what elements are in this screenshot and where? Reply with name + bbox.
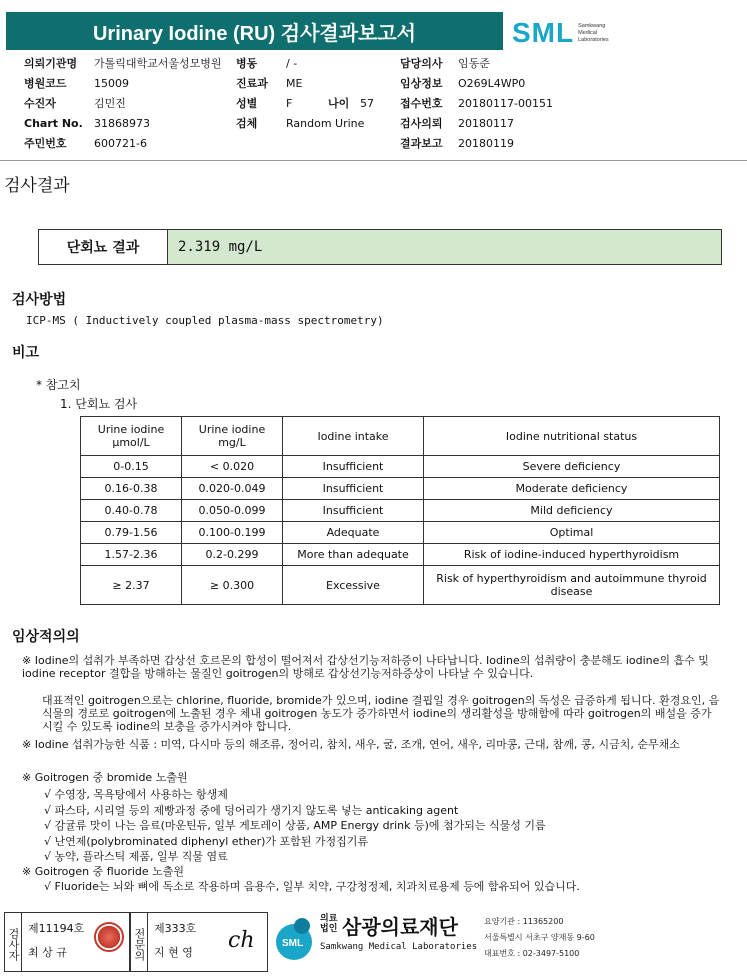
table-cell: More than adequate	[283, 544, 424, 566]
tester-license: 제11194호	[28, 922, 85, 935]
list-item: √ 수영장, 목욕탕에서 사용하는 항생제	[44, 788, 228, 801]
list-item: √ Fluoride는 뇌와 뼈에 독소로 작용하며 음용수, 일부 치약, 구강청정제, 치과치료용제 등에 함유되어 있습니다.	[44, 880, 580, 893]
table-cell: 0.79-1.56	[81, 522, 182, 544]
org-phone: 대표번호 : 02-3497-5100	[484, 949, 580, 958]
info-value: 임동준	[458, 57, 490, 70]
bromide-heading: ※ Goitrogen 중 bromide 노출원	[22, 771, 188, 784]
table-cell: Insufficient	[283, 478, 424, 500]
info-row	[236, 114, 396, 134]
table-cell: 0.16-0.38	[81, 478, 182, 500]
table-cell: Adequate	[283, 522, 424, 544]
table-cell: Mild deficiency	[424, 500, 720, 522]
age-label: 나이	[328, 97, 350, 110]
org-logo-icon	[272, 912, 316, 968]
info-value: ME	[286, 77, 303, 90]
info-value: Random Urine	[286, 117, 365, 130]
table-cell: ≥ 0.300	[182, 566, 283, 605]
org-prefix-2: 법인	[320, 924, 338, 934]
table-header: Urine iodine μmol/L	[81, 417, 182, 456]
doctor-license: 제333호	[154, 922, 197, 935]
info-row	[400, 94, 600, 114]
info-row	[400, 74, 600, 94]
info-value: F	[286, 97, 293, 110]
bromide-list	[44, 787, 724, 865]
info-value: 20180119	[458, 137, 514, 150]
table-cell: Insufficient	[283, 456, 424, 478]
remarks-heading: 비고	[12, 345, 40, 361]
info-value: 600721-6	[94, 137, 147, 150]
info-value: 15009	[94, 77, 129, 90]
method-text: ICP-MS ( Inductively coupled plasma-mass spectrometry)	[26, 314, 384, 327]
info-label: 임상정보	[400, 77, 443, 90]
table-cell: Insufficient	[283, 500, 424, 522]
info-age	[328, 94, 374, 114]
table-cell: ≥ 2.37	[81, 566, 182, 605]
age-value: 57	[360, 97, 374, 110]
method-heading: 검사방법	[12, 292, 67, 308]
table-cell: 0.2-0.299	[182, 544, 283, 566]
info-label: 담당의사	[400, 57, 443, 70]
table-cell: 1.57-2.36	[81, 544, 182, 566]
info-row	[400, 54, 600, 74]
table-header: Urine iodine mg/L	[182, 417, 283, 456]
result-value: 2.319 mg/L	[168, 230, 721, 264]
result-label: 단회뇨 결과	[39, 230, 168, 264]
info-value: 20180117	[458, 117, 514, 130]
sml-logo	[512, 16, 632, 50]
info-row	[400, 134, 600, 154]
fluoride-list	[44, 880, 724, 893]
info-value: O269L4WP0	[458, 77, 526, 90]
table-cell: Optimal	[424, 522, 720, 544]
tester-label: 검사자	[5, 913, 22, 971]
list-item: √ 감귤류 맛이 나는 음료(마운틴듀, 일부 게토레이 상품, AMP Energy drink 등)에 첨가되는 식물성 기름	[44, 819, 546, 832]
doctor-label: 전문의	[131, 913, 148, 971]
table-cell: Risk of iodine-induced hyperthyroidism	[424, 544, 720, 566]
table-row	[81, 456, 720, 478]
sml-logo-sub: Samkwang	[578, 22, 606, 29]
list-item: √ 난연제(polybrominated diphenyl ether)가 포함된 가정집기류	[44, 834, 369, 848]
org-logo-text: SML	[282, 938, 304, 949]
info-right	[400, 54, 600, 154]
info-label: 수진자	[24, 97, 56, 110]
table-row	[81, 544, 720, 566]
sml-logo-sub: Medical	[578, 29, 598, 36]
table-row	[81, 566, 720, 605]
clinical-p3: ※ Iodine 섭취가능한 식품 : 미역, 다시마 등의 해조류, 정어리, 참치, 새우, 굴, 조개, 연어, 새우, 리마콩, 근대, 참깨, 콩, 시금치, 순무채소	[22, 738, 680, 751]
info-row	[24, 134, 274, 154]
info-label: 진료과	[236, 77, 268, 90]
clinical-p2: 대표적인 goitrogen으로는 chlorine, fluoride, bromide가 있으며, iodine 결핍일 경우 goitrogen의 독성은 급증하게 됩니다. 환경요인, 음식물의 경로로 goitrogen에 노출된 경우 체내 goitrogen 농도가 증가하면서 iodine의 생리활성을 방해함에 따라 goitrogen의 배설을 증가시킬 수 있도록 iodine의 보충을 증가시켜야 합니다.	[42, 694, 720, 733]
info-label: Chart No.	[24, 117, 83, 130]
list-item: √ 농약, 플라스틱 제품, 일부 직물 염료	[44, 850, 228, 863]
table-cell: 0.020-0.049	[182, 478, 283, 500]
sml-logo-text: SML	[512, 17, 575, 48]
info-label: 결과보고	[400, 137, 443, 150]
result-box	[38, 229, 722, 265]
list-item: √ 파스타, 시리얼 등의 제빵과정 중에 덩어리가 생기지 않도록 넣는 anticaking agent	[44, 803, 459, 817]
table-header: Iodine intake	[283, 417, 424, 456]
org-address-line: 서울특별시 서초구 양재동 9-60	[484, 933, 595, 942]
info-value: 가톨릭대학교서울성모병원	[94, 57, 222, 70]
table-cell: 0.100-0.199	[182, 522, 283, 544]
info-label: 접수번호	[400, 97, 443, 110]
info-label: 검체	[236, 117, 258, 130]
table-cell: < 0.020	[182, 456, 283, 478]
info-row	[236, 74, 396, 94]
info-row	[236, 54, 396, 74]
org-address	[484, 914, 595, 962]
result-heading: 검사결과	[4, 176, 70, 196]
table-cell: 0-0.15	[81, 456, 182, 478]
info-label: 성별	[236, 97, 258, 110]
info-value: / -	[286, 57, 298, 70]
org-name: 삼광의료재단	[342, 915, 458, 939]
signature: ch	[228, 928, 255, 953]
clinical-heading: 임상적의의	[12, 629, 80, 645]
table-cell: Excessive	[283, 566, 424, 605]
sml-logo-sub: Laboratories	[578, 36, 609, 43]
table-cell: Risk of hyperthyroidism and autoimmune thyroid disease	[424, 566, 720, 605]
table-cell: 0.40-0.78	[81, 500, 182, 522]
table-cell: Moderate deficiency	[424, 478, 720, 500]
table-header-row	[81, 417, 720, 456]
info-value: 20180117-00151	[458, 97, 553, 110]
divider	[0, 160, 747, 161]
org-english-name: Samkwang Medical Laboratories	[320, 942, 478, 952]
table-row	[81, 500, 720, 522]
info-label: 병동	[236, 57, 258, 70]
org-prefix-1: 의료	[320, 914, 338, 924]
fluoride-heading: ※ Goitrogen 중 fluoride 노출원	[22, 865, 185, 878]
reference-table	[80, 416, 720, 605]
doctor-name: 지 현 영	[154, 946, 193, 959]
info-label: 검사의뢰	[400, 117, 443, 130]
info-row	[400, 114, 600, 134]
ref-title: * 참고치	[36, 378, 81, 392]
info-value: 김민진	[94, 97, 126, 110]
info-value: 31868973	[94, 117, 150, 130]
info-label: 의뢰기관명	[24, 57, 78, 70]
org-institution-no: 요양기관 : 11365200	[484, 917, 564, 926]
table-header: Iodine nutritional status	[424, 417, 720, 456]
seal-stamp-icon	[94, 922, 124, 952]
table-cell: Severe deficiency	[424, 456, 720, 478]
info-label: 주민번호	[24, 137, 67, 150]
ref-subtitle: 1. 단회뇨 검사	[60, 397, 138, 411]
table-row	[81, 522, 720, 544]
tester-name: 최 상 규	[28, 946, 67, 959]
table-cell: 0.050-0.099	[182, 500, 283, 522]
clinical-p1: ※ Iodine의 섭취가 부족하면 갑상선 호르몬의 합성이 떨어져서 갑상선기능저하증이 나타납니다. Iodine의 섭취량이 충분해도 iodine의 흡수 및 iodine receptor 결합을 방해하는 물질인 goitrogen의 방해로 갑상선기능저하증상이 나타날 수 있습니다.	[22, 654, 709, 680]
table-row	[81, 478, 720, 500]
org-prefix	[320, 914, 337, 934]
report-title: Urinary Iodine (RU) 검사결과보고서	[6, 12, 503, 50]
info-label: 병원코드	[24, 77, 67, 90]
